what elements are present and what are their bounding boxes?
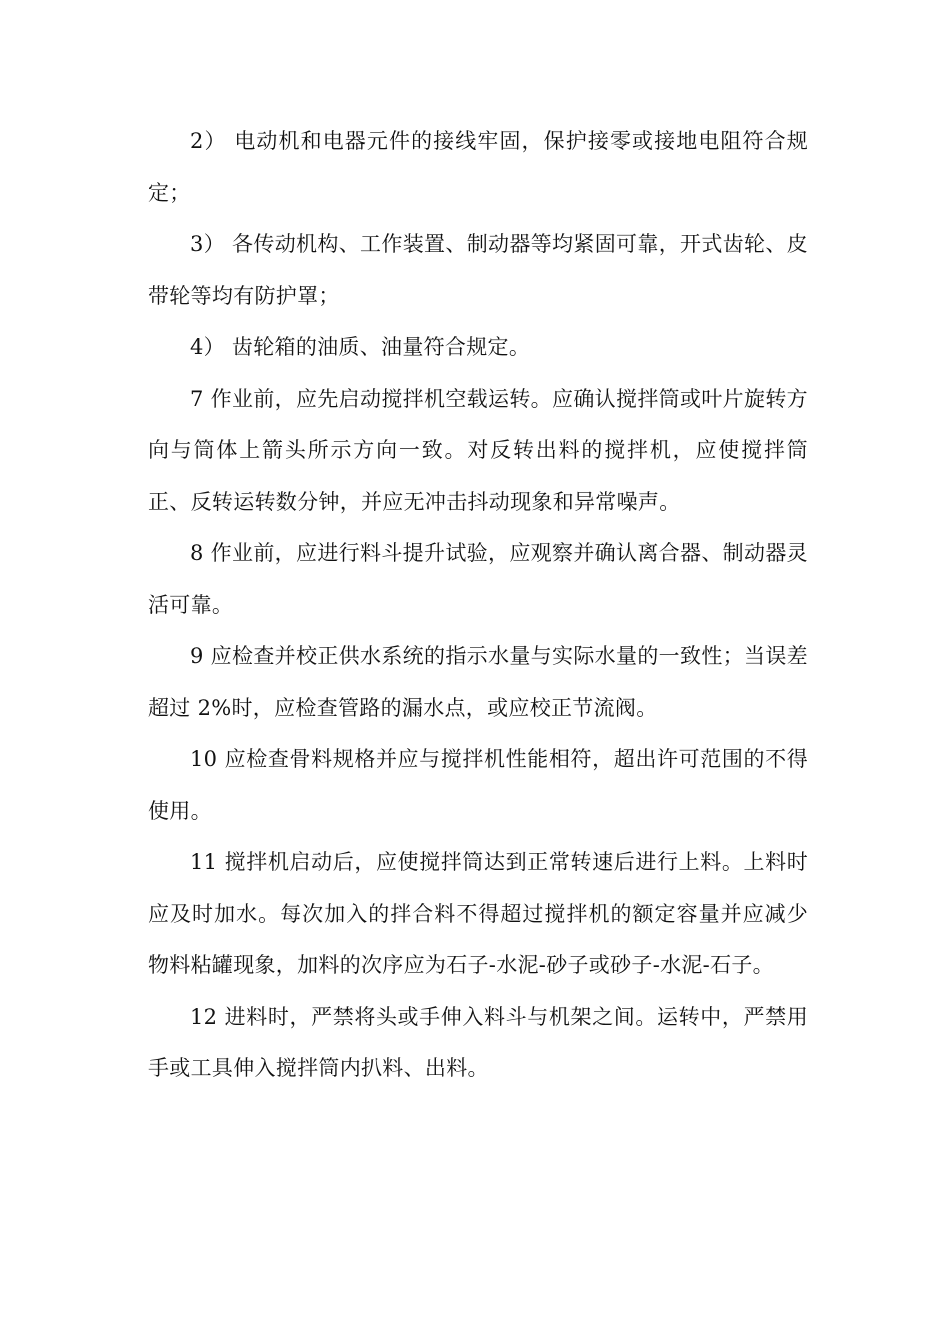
paragraph-item-2: 2） 电动机和电器元件的接线牢固，保护接零或接地电阻符合规定； (148, 129, 808, 205)
document-body (148, 116, 808, 1095)
paragraph-clause-11: 11 搅拌机启动后，应使搅拌筒达到正常转速后进行上料。上料时应及时加水。每次加入的拌合料不得超过搅拌机的额定容量并应减少物料粘罐现象，加料的次序应为石子-水泥-砂子或砂子-水泥-石子。 (148, 850, 808, 977)
paragraph-clause-9: 9 应检查并校正供水系统的指示水量与实际水量的一致性；当误差超过 2%时，应检查管路的漏水点，或应校正节流阀。 (148, 644, 808, 720)
paragraph-clause-8: 8 作业前，应进行料斗提升试验，应观察并确认离合器、制动器灵活可靠。 (148, 541, 808, 617)
paragraph-item-3: 3） 各传动机构、工作装置、制动器等均紧固可靠，开式齿轮、皮带轮等均有防护罩； (148, 232, 808, 308)
paragraph-item-4: 4） 齿轮箱的油质、油量符合规定。 (190, 335, 531, 359)
paragraph-clause-7: 7 作业前，应先启动搅拌机空载运转。应确认搅拌筒或叶片旋转方向与筒体上箭头所示方向一致。对反转出料的搅拌机，应使搅拌筒正、反转运转数分钟，并应无冲击抖动现象和异常噪声。 (148, 386, 808, 514)
paragraph-clause-12: 12 进料时，严禁将头或手伸入料斗与机架之间。运转中，严禁用手或工具伸入搅拌筒内扒料、出料。 (148, 1004, 808, 1080)
paragraph-clause-10: 10 应检查骨料规格并应与搅拌机性能相符，超出许可范围的不得使用。 (148, 747, 808, 823)
